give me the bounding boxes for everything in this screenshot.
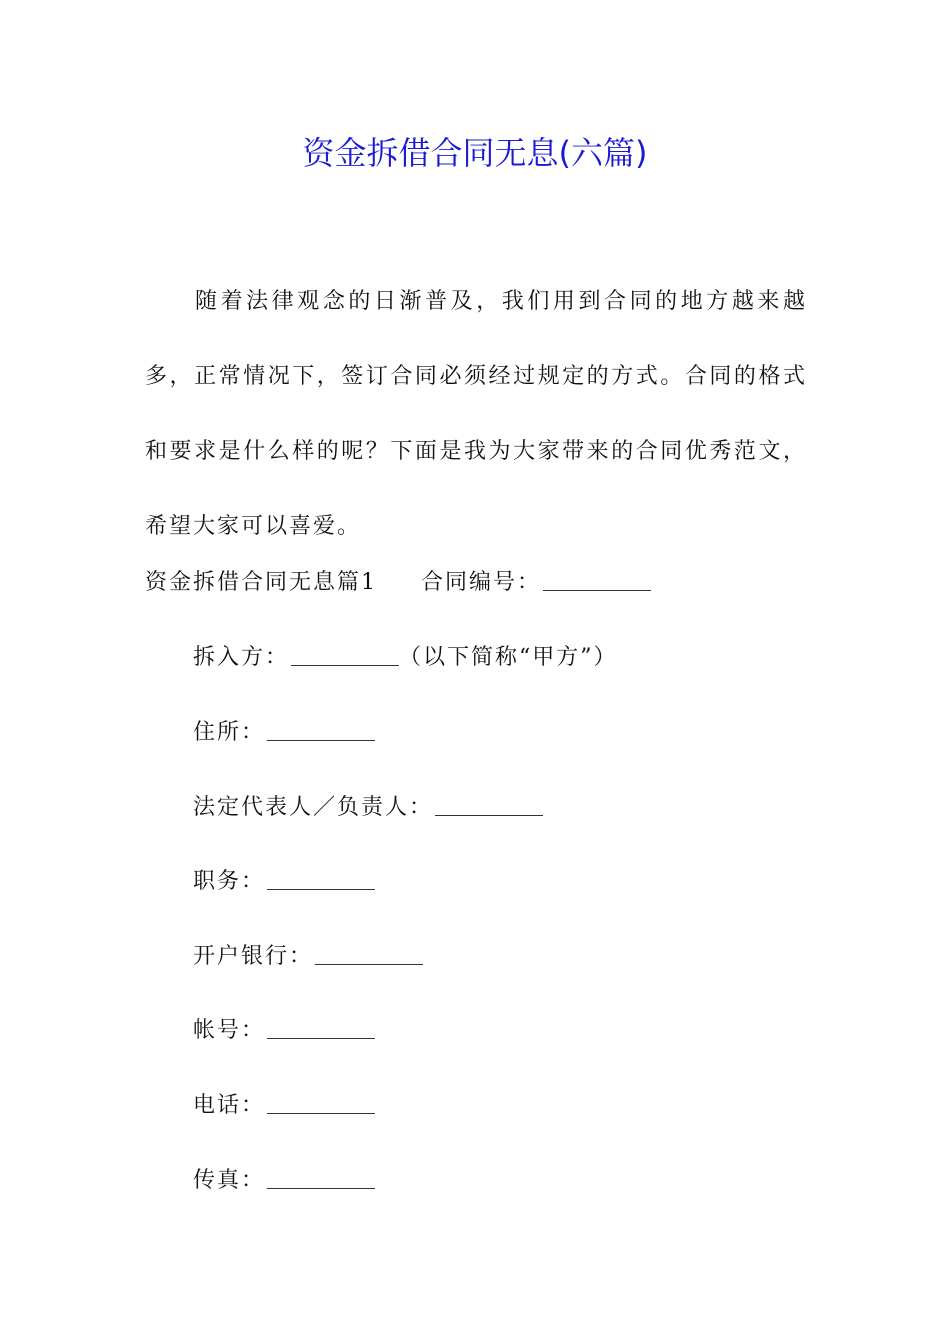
fax-blank <box>267 1166 375 1189</box>
section-heading-line <box>145 568 651 598</box>
borrower-blank <box>291 643 399 666</box>
borrower-label: 拆入方： <box>193 645 290 670</box>
document-title: 资金拆借合同无息(六篇) <box>302 134 648 172</box>
position-label: 职务： <box>193 869 266 894</box>
fax-label: 传真： <box>193 1168 266 1193</box>
phone-blank <box>267 1091 375 1114</box>
address-blank <box>267 718 375 741</box>
account-blank <box>267 1016 375 1039</box>
legal-rep-blank <box>435 793 543 816</box>
legal-rep-label: 法定代表人／负责人： <box>193 795 434 820</box>
bank-field <box>193 942 423 972</box>
contract-number-blank <box>543 568 651 591</box>
account-label: 帐号： <box>193 1018 266 1043</box>
position-blank <box>267 867 375 890</box>
borrower-field <box>193 643 618 673</box>
bank-blank <box>315 942 423 965</box>
phone-field <box>193 1091 375 1121</box>
intro-paragraph: 随着法律观念的日渐普及，我们用到合同的地方越来越多，正常情况下，签订合同必须经过规定的方式。合同的格式和要求是什么样的呢？下面是我为大家带来的合同优秀范文，希望大家可以喜爱。 <box>145 289 807 539</box>
address-field <box>193 718 375 748</box>
phone-label: 电话： <box>193 1093 266 1118</box>
position-field <box>193 867 375 897</box>
contract-number-label: 合同编号： <box>421 570 542 595</box>
account-field <box>193 1016 375 1046</box>
legal-rep-field <box>193 793 543 823</box>
borrower-note: （以下简称“甲方”） <box>399 645 618 670</box>
address-label: 住所： <box>193 720 266 745</box>
bank-label: 开户银行： <box>193 944 314 969</box>
section-heading: 资金拆借合同无息篇1 <box>145 570 377 595</box>
fax-field <box>193 1166 375 1196</box>
